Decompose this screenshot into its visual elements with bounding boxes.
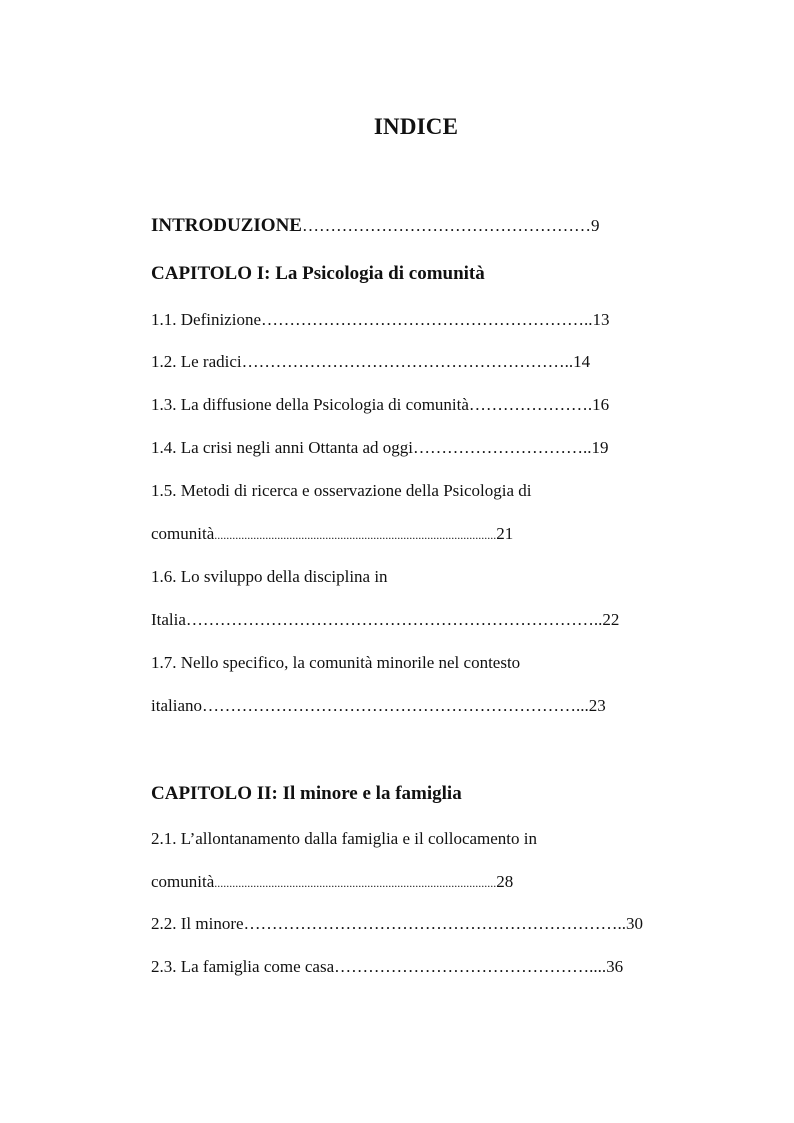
leader-dots: ………………………………………………………….. bbox=[243, 914, 627, 933]
toc-entry-1-5-line2[interactable] bbox=[151, 523, 513, 546]
leader-dots: ………………………….. bbox=[413, 438, 592, 457]
chapter-title: CAPITOLO I: La Psicologia di comunità bbox=[151, 263, 485, 284]
page-number: 36 bbox=[606, 957, 624, 976]
entry-label: italiano bbox=[151, 696, 202, 715]
page-number: 13 bbox=[592, 310, 610, 329]
toc-entry-2-3[interactable] bbox=[151, 956, 623, 978]
leader-dots: …………………………………………… bbox=[301, 216, 591, 235]
page-number: 16 bbox=[592, 395, 610, 414]
entry-label: 1.3. La diffusione della Psicologia di comunità bbox=[151, 395, 469, 414]
entry-label: comunità bbox=[151, 872, 215, 891]
entry-label: 2.1. L’allontanamento dalla famiglia e il collocamento in bbox=[151, 829, 538, 848]
entry-label: 1.4. La crisi negli anni Ottanta ad oggi bbox=[151, 438, 414, 457]
chapter-title: CAPITOLO II: Il minore e la famiglia bbox=[151, 783, 462, 804]
page-title: INDICE bbox=[373, 114, 459, 139]
entry-label: Italia bbox=[151, 610, 186, 629]
toc-entry-1-6-line1[interactable] bbox=[151, 566, 388, 588]
page-number: 22 bbox=[602, 610, 620, 629]
toc-entry-introduzione[interactable] bbox=[151, 215, 599, 237]
page-number: 14 bbox=[573, 352, 591, 371]
toc-entry-2-1-line2[interactable] bbox=[151, 871, 513, 894]
entry-label: 2.2. Il minore bbox=[151, 914, 244, 933]
page-number: 23 bbox=[588, 696, 606, 715]
toc-entry-1-2[interactable] bbox=[151, 351, 590, 373]
page-number: 9 bbox=[590, 216, 600, 235]
leader-dots: …………………………………………………………... bbox=[201, 696, 589, 715]
toc-entry-1-1[interactable] bbox=[151, 309, 610, 331]
toc-entry-1-6-line2[interactable] bbox=[151, 609, 619, 631]
toc-entry-1-3[interactable] bbox=[151, 394, 609, 416]
leader-dots: ………………………………………………….. bbox=[241, 352, 574, 371]
leader-dots: ……………………………………….... bbox=[334, 957, 607, 976]
page-number: 21 bbox=[496, 524, 514, 543]
entry-label: 1.5. Metodi di ricerca e osservazione della Psicologia di bbox=[151, 481, 532, 500]
page-number: 28 bbox=[496, 872, 514, 891]
toc-entry-1-7-line2[interactable] bbox=[151, 695, 606, 717]
leader-dots: .............................................................................................. bbox=[214, 528, 497, 542]
entry-label: INTRODUZIONE bbox=[151, 215, 302, 236]
toc-entry-1-5-line1[interactable] bbox=[151, 480, 532, 502]
entry-label: 2.3. La famiglia come casa bbox=[151, 957, 335, 976]
toc-entry-1-4[interactable] bbox=[151, 437, 609, 459]
entry-label: 1.7. Nello specifico, la comunità minorile nel contesto bbox=[151, 653, 521, 672]
leader-dots: …………………. bbox=[468, 395, 593, 414]
leader-dots: ………………………………………………….. bbox=[261, 310, 593, 329]
toc-entry-2-2[interactable] bbox=[151, 913, 643, 935]
leader-dots: .............................................................................................. bbox=[214, 876, 497, 890]
toc-entry-2-1-line1[interactable] bbox=[151, 828, 537, 850]
entry-label: 1.1. Definizione bbox=[151, 310, 261, 329]
page-number: 19 bbox=[591, 438, 609, 457]
leader-dots: ……………………………………………………………….. bbox=[185, 610, 603, 629]
entry-label: comunità bbox=[151, 524, 215, 543]
chapter-heading-1 bbox=[151, 263, 485, 285]
entry-label: 1.2. Le radici bbox=[151, 352, 242, 371]
chapter-heading-2 bbox=[151, 783, 462, 805]
entry-label: 1.6. Lo sviluppo della disciplina in bbox=[151, 567, 388, 586]
toc-entry-1-7-line1[interactable] bbox=[151, 652, 520, 674]
page-number: 30 bbox=[626, 914, 644, 933]
